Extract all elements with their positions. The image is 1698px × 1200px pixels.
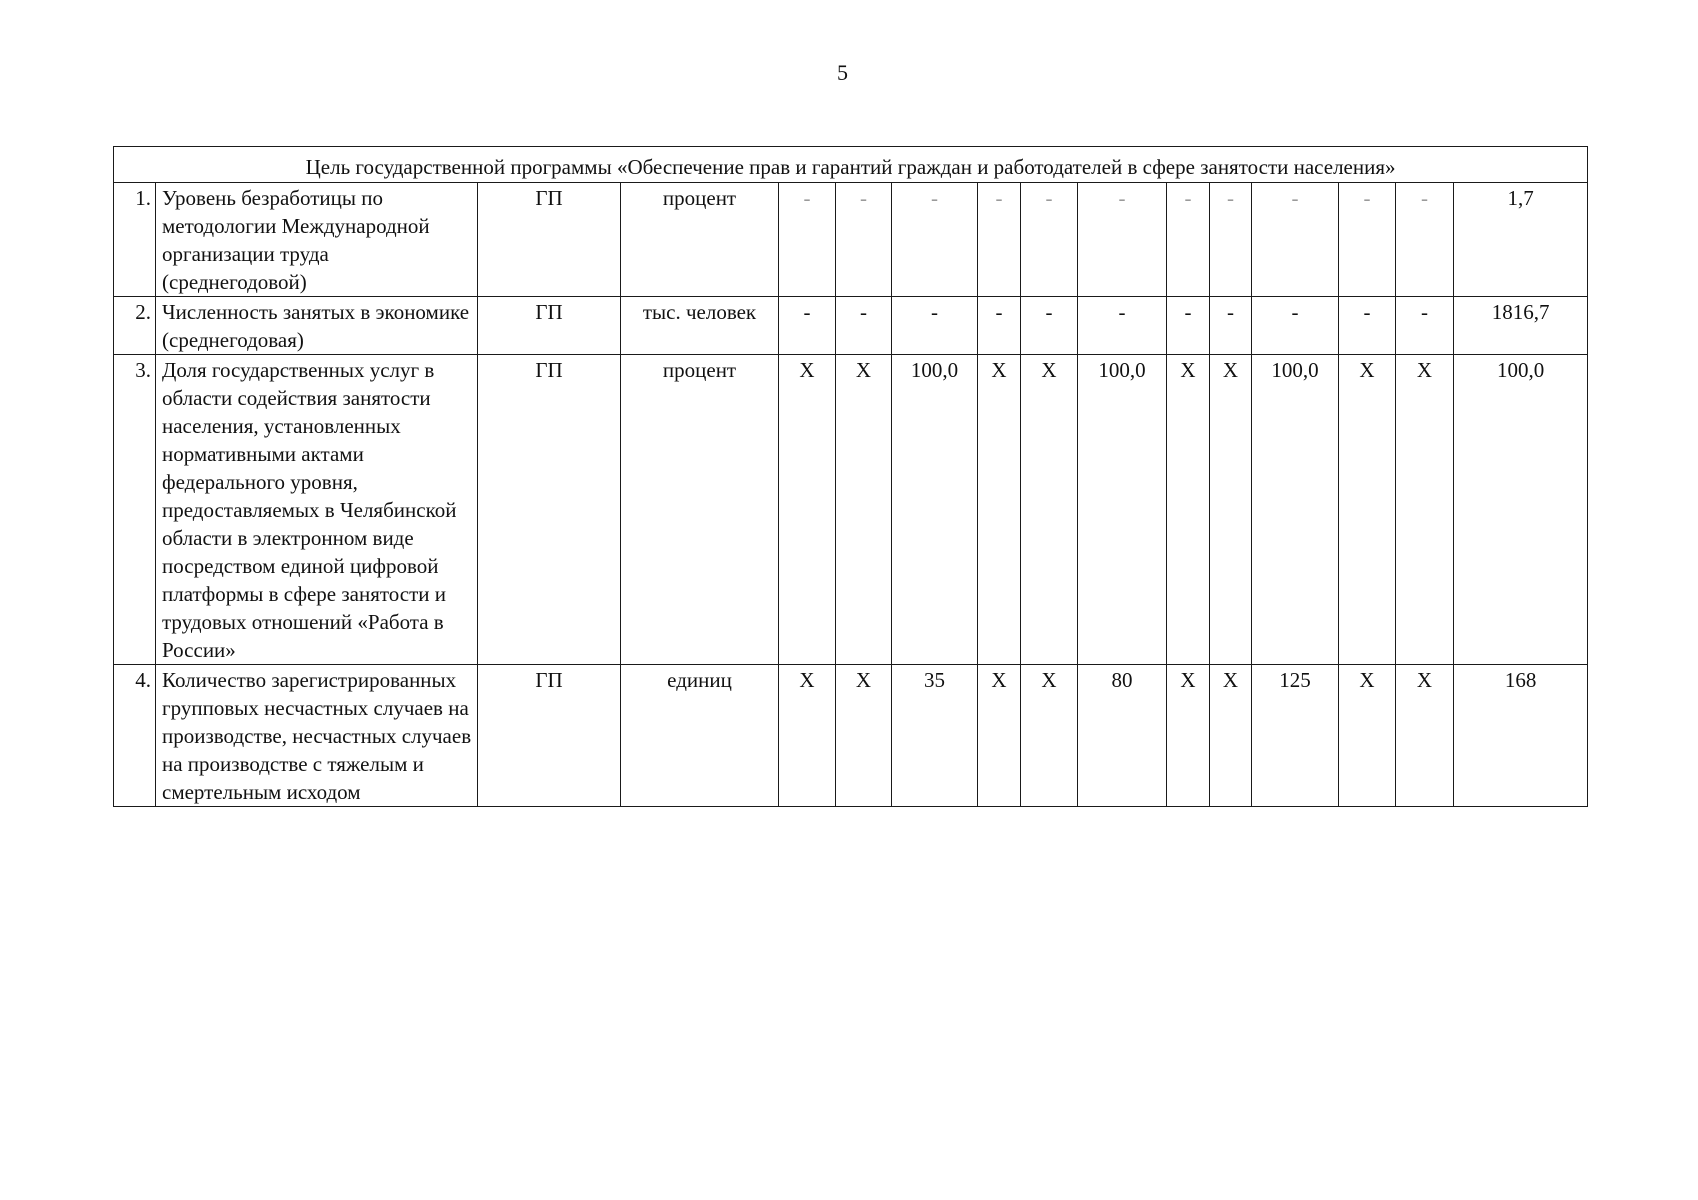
indicator-value: Х [779,355,836,665]
indicator-value: Х [1339,665,1396,807]
indicator-unit: тыс. человек [621,297,779,355]
indicator-value: Х [1167,665,1210,807]
indicator-value: Х [1210,665,1252,807]
indicator-value: 1816,7 [1454,297,1588,355]
indicator-level: ГП [478,183,621,297]
indicator-level: ГП [478,665,621,807]
row-number: 3. [114,355,156,665]
indicator-value: Х [1396,355,1454,665]
table-row [114,297,1588,355]
indicator-value: - [1078,297,1167,355]
table-row [114,355,1588,665]
indicator-value: 100,0 [1252,355,1339,665]
goal-heading: Цель государственной программы «Обеспечение прав и гарантий граждан и работодателей в сфере занятости населения» [114,147,1588,183]
indicator-value: - [1021,183,1078,297]
indicator-name: Численность занятых в экономике (среднегодовая) [156,297,478,355]
indicator-value: - [779,297,836,355]
table-row [114,665,1588,807]
indicator-value: - [1210,297,1252,355]
indicator-value: Х [836,355,892,665]
indicator-value: - [892,183,978,297]
indicator-value: 125 [1252,665,1339,807]
indicator-value: - [1339,297,1396,355]
indicator-level: ГП [478,297,621,355]
indicator-unit: процент [621,355,779,665]
indicator-value: 35 [892,665,978,807]
indicator-name: Количество зарегистрированных групповых несчастных случаев на производстве, несчастных случаев на производстве с тяжелым и смертельным исходом [156,665,478,807]
row-number: 1. [114,183,156,297]
indicator-value: 168 [1454,665,1588,807]
indicator-value: 100,0 [892,355,978,665]
row-number: 2. [114,297,156,355]
indicator-value: Х [1210,355,1252,665]
indicator-value: - [1167,297,1210,355]
indicator-value: Х [1021,355,1078,665]
indicator-value: - [836,297,892,355]
indicator-value: Х [1396,665,1454,807]
indicator-value: - [779,183,836,297]
table-row [114,183,1588,297]
indicator-name: Уровень безработицы по методологии Международной организации труда (среднегодовой) [156,183,478,297]
indicator-unit: процент [621,183,779,297]
indicator-value: - [1396,183,1454,297]
indicator-value: - [1078,183,1167,297]
indicator-value: 80 [1078,665,1167,807]
indicator-name: Доля государственных услуг в области содействия занятости населения, установленных нормативными актами федерального уровня, предоставляемых в Челябинской области в электронном виде посредством единой цифровой платформы в сфере занятости и трудовых отношений «Работа в России» [156,355,478,665]
indicators-table [113,146,1588,807]
indicator-value: Х [836,665,892,807]
indicator-value: Х [1021,665,1078,807]
indicator-value: - [1167,183,1210,297]
indicator-value: 1,7 [1454,183,1588,297]
indicator-value: Х [779,665,836,807]
indicator-value: - [1021,297,1078,355]
indicator-value: - [1252,297,1339,355]
indicator-value: - [1210,183,1252,297]
indicator-value: - [978,183,1021,297]
indicator-value: Х [1339,355,1396,665]
indicator-value: Х [978,665,1021,807]
indicator-value: - [978,297,1021,355]
indicator-unit: единиц [621,665,779,807]
indicator-value: 100,0 [1454,355,1588,665]
indicator-value: Х [978,355,1021,665]
indicator-value: - [836,183,892,297]
indicator-value: 100,0 [1078,355,1167,665]
indicator-value: - [1339,183,1396,297]
page-number: 5 [837,60,848,85]
indicator-value: - [1396,297,1454,355]
indicator-level: ГП [478,355,621,665]
row-number: 4. [114,665,156,807]
indicator-value: - [1252,183,1339,297]
indicator-value: - [892,297,978,355]
goal-row [114,147,1588,183]
indicator-value: Х [1167,355,1210,665]
